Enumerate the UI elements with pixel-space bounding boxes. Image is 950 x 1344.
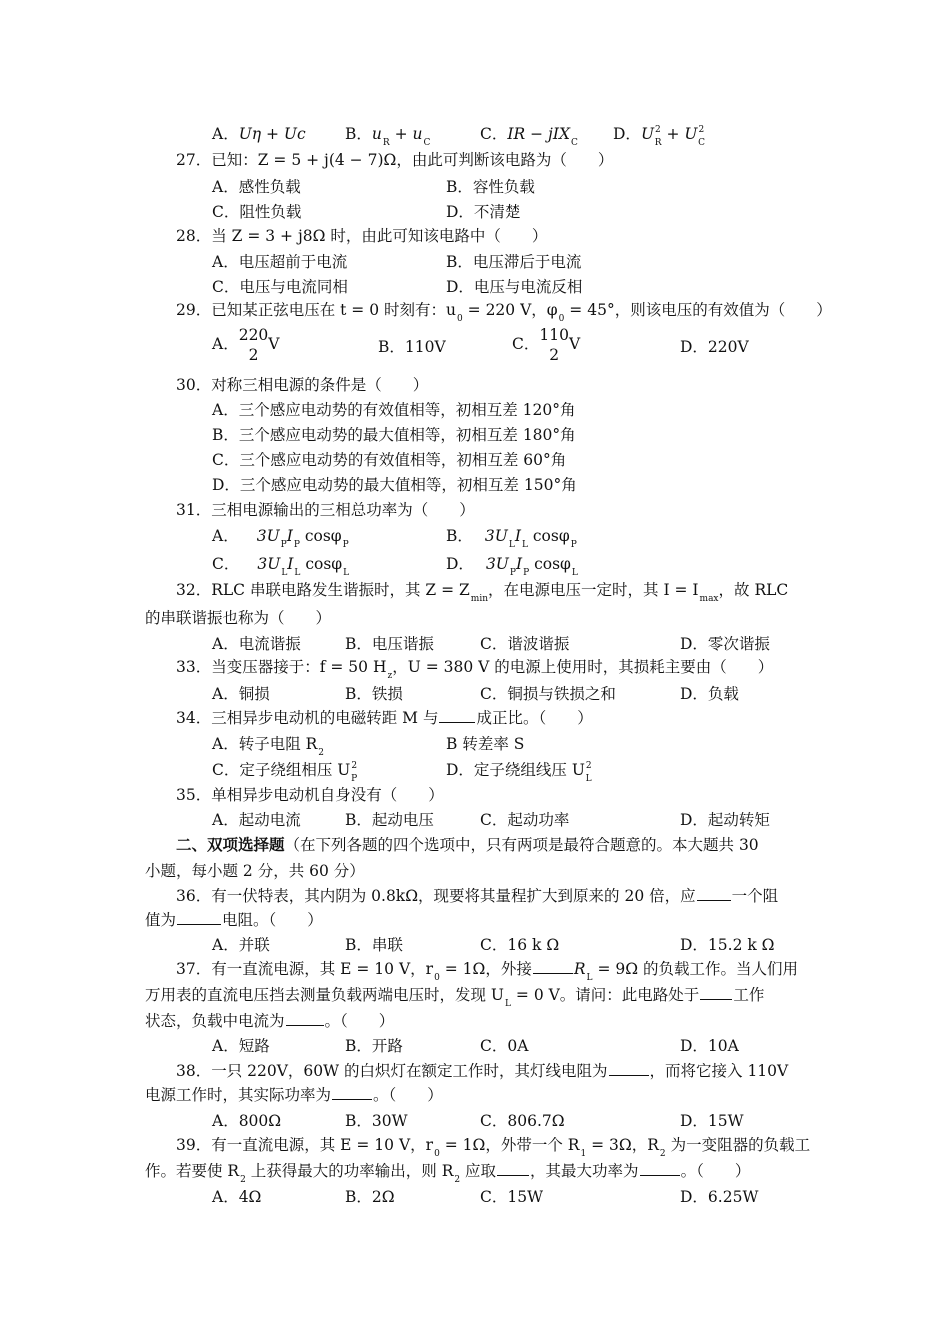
q29-option-a: A． 220 2 V <box>212 326 280 364</box>
q32-option-b: B．电压谐振 <box>345 635 434 653</box>
q38-stem: 38．一只 220V，60W 的白炽灯在额定工作时，其灯线电阻为 ，而将它接入 110V <box>176 1062 789 1080</box>
q37-option-c: C．0A <box>480 1037 529 1055</box>
q37-option-b: B．开路 <box>345 1037 403 1055</box>
q35-stem: 35．单相异步电动机自身没有（ ） <box>176 786 444 804</box>
q33-option-c: C．铜损与铁损之和 <box>480 685 616 703</box>
q35-option-c: C．起动功率 <box>480 811 570 829</box>
q31-option-d: D． $3U_PI_P$ cosφ$_L$ <box>446 555 578 578</box>
q26-option-a: A．Uη + Uc <box>212 125 306 143</box>
q28-option-d: D．电压与电流反相 <box>446 278 583 296</box>
q30-option-b: B．三个感应电动势的最大值相等，初相互差 180°角 <box>212 426 576 444</box>
q31-option-b: B． $3U_LI_L$ cosφ$_P$ <box>446 527 577 550</box>
q39-option-c: C．15W <box>480 1188 544 1206</box>
q36-option-d: D．15.2 k Ω <box>680 936 775 954</box>
q36-stem-cont: 值为 电阻。（ ） <box>145 911 323 929</box>
q28-option-c: C．电压与电流同相 <box>212 278 348 296</box>
q32-option-c: C．谐波谐振 <box>480 635 570 653</box>
q33-option-d: D．负载 <box>680 685 739 703</box>
q27-option-b: B．容性负载 <box>446 178 535 196</box>
section-heading: 二、双项选择题（在下列各题的四个选项中，只有两项是最符合题意的。本大题共 30 <box>176 835 759 854</box>
q30-stem: 30．对称三相电源的条件是（ ） <box>176 376 429 394</box>
q38-option-d: D．15W <box>680 1112 744 1130</box>
answer-blank[interactable] <box>700 985 732 1000</box>
answer-blank[interactable] <box>286 1011 324 1026</box>
q29-option-c: C． 110 2 V <box>512 326 581 364</box>
q31-option-c: C． $3U_LI_L$ cosφ$_L$ <box>212 555 350 578</box>
q32-stem: 32．RLC 串联电路发生谐振时，其 $Z = Z_{min}$，在电源电压一定时，其 $I = I_{max}$，故 RLC <box>176 581 789 604</box>
q28-option-a: A．电压超前于电流 <box>212 253 348 271</box>
q33-option-a: A．铜损 <box>212 685 270 703</box>
q32-stem-cont: 的串联谐振也称为（ ） <box>145 609 332 627</box>
q35-option-b: B．起动电压 <box>345 811 434 829</box>
answer-blank[interactable] <box>640 1161 680 1176</box>
q39-option-a: A．4Ω <box>212 1188 262 1206</box>
q33-stem: 33．当变压器接于：f = 50 $H_z$，U = 380 V 的电源上使用时，其损耗主要由（ ） <box>176 658 774 681</box>
answer-blank[interactable] <box>497 1161 529 1176</box>
answer-blank[interactable] <box>697 886 731 901</box>
q27-option-a: A．感性负载 <box>212 178 301 196</box>
q38-option-c: C．806.7Ω <box>480 1112 565 1130</box>
q26-option-d: D．$U^2_R + U^2_C$ <box>613 125 706 148</box>
q37-option-a: A．短路 <box>212 1037 270 1055</box>
fraction: 220 2 <box>238 326 269 364</box>
q37-stem-cont2: 状态，负载中电流为 。（ ） <box>145 1012 395 1030</box>
q26-option-b: B．$u_R + u_C$ <box>345 125 431 148</box>
q34-option-a: A．转子电阻 $R_2$ <box>212 735 325 758</box>
q30-option-d: D．三个感应电动势的最大值相等，初相互差 150°角 <box>212 476 577 494</box>
q27-stem: 27．已知：Z = 5 + j(4 − 7)Ω，由此可判断该电路为（ ） <box>176 151 614 169</box>
q36-stem: 36．有一伏特表，其内阴为 0.8kΩ，现要将其量程扩大到原来的 20 倍，应 一个阻 <box>176 887 779 905</box>
q26-option-c: C．IR − jIX$_C$ <box>480 125 578 148</box>
q29-option-d: D．220V <box>680 338 749 356</box>
answer-blank[interactable] <box>533 959 573 974</box>
q39-option-d: D．6.25W <box>680 1188 759 1206</box>
q39-stem-cont: 作。若要使 $R_2$ 上获得最大的功率输出，则 $R_2$ 应取 ，其最大功率为 。（ ） <box>145 1162 751 1185</box>
q33-option-b: B．铁损 <box>345 685 403 703</box>
fraction: 110 2 <box>539 326 569 364</box>
q27-option-d: D．不清楚 <box>446 203 521 221</box>
q35-option-d: D．起动转矩 <box>680 811 770 829</box>
q30-option-c: C．三个感应电动势的有效值相等，初相互差 60°角 <box>212 451 567 469</box>
q38-option-b: B．30W <box>345 1112 408 1130</box>
q31-option-a: A． $3U_PI_P$ cosφ$_P$ <box>212 527 349 550</box>
q36-option-c: C．16 k Ω <box>480 936 560 954</box>
q39-option-b: B．2Ω <box>345 1188 395 1206</box>
q38-option-a: A．800Ω <box>212 1112 282 1130</box>
q27-option-c: C．阻性负载 <box>212 203 302 221</box>
q34-stem: 34．三相异步电动机的电磁转距 M 与 成正比。（ ） <box>176 709 593 727</box>
q32-option-a: A．电流谐振 <box>212 635 301 653</box>
q37-stem-cont: 万用表的直流电压挡去测量负载两端电压时，发现 $U_L = 0$ V。请问：此电路处于 工作 <box>145 986 765 1009</box>
q32-option-d: D．零次谐振 <box>680 635 770 653</box>
q34-option-c: C．定子绕组相压 $U^2_P$ <box>212 761 358 784</box>
q28-option-b: B．电压滞后于电流 <box>446 253 582 271</box>
q30-option-a: A．三个感应电动势的有效值相等，初相互差 120°角 <box>212 401 576 419</box>
q38-stem-cont: 电源工作时，其实际功率为 。（ ） <box>145 1086 443 1104</box>
q37-stem: 37．有一直流电源，其 E = 10 V，$r_0 = 1\Omega$，外接 $R_L = 9\Omega$ 的负载工作。当人们用 <box>176 960 798 983</box>
q36-option-b: B．串联 <box>345 936 403 954</box>
answer-blank[interactable] <box>332 1085 372 1100</box>
q34-option-d: D．定子绕组线压 $U^2_L$ <box>446 761 592 784</box>
answer-blank[interactable] <box>609 1061 649 1076</box>
answer-blank[interactable] <box>439 708 475 723</box>
q29-option-b: B．110V <box>378 338 446 356</box>
q29-stem: 29．已知某正弦电压在 t = 0 时刻有：$u_0 = 220$ V，$\varphi_0 = 45^\circ$，则该电压的有效值为（ ） <box>176 301 832 324</box>
q37-option-d: D．10A <box>680 1037 739 1055</box>
q36-option-a: A．并联 <box>212 936 270 954</box>
q34-option-b: B 转差率 S <box>446 735 525 753</box>
answer-blank[interactable] <box>177 910 221 925</box>
section-heading-cont: 小题，每小题 2 分，共 60 分） <box>145 862 365 880</box>
q28-stem: 28．当 Z = 3 + j8Ω 时，由此可知该电路中（ ） <box>176 227 548 245</box>
q39-stem: 39．有一直流电源，其 E = 10 V，$r_0 = 1\Omega$，外带一个 $R_1 = 3\Omega$，$R_2$ 为一变阻器的负载工 <box>176 1136 811 1159</box>
q35-option-a: A．起动电流 <box>212 811 301 829</box>
q31-stem: 31．三相电源输出的三相总功率为（ ） <box>176 501 475 519</box>
